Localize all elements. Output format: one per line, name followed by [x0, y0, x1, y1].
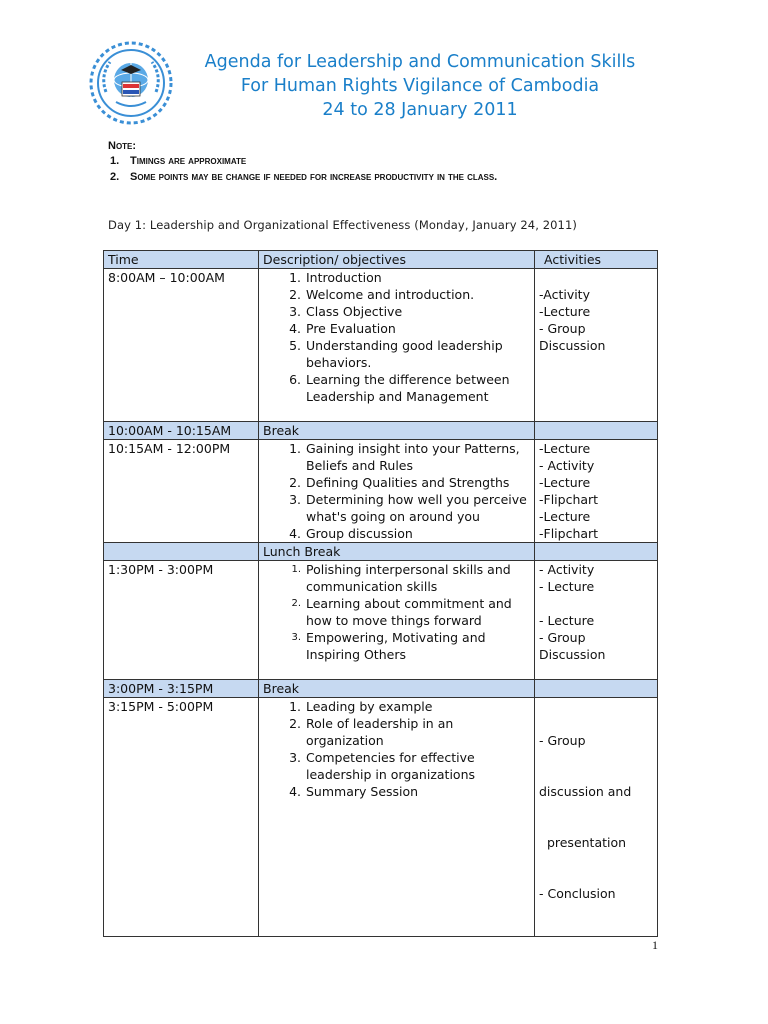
break-row	[104, 543, 658, 561]
empty-cell	[535, 680, 658, 698]
objective-item	[263, 269, 530, 286]
note-item	[108, 169, 497, 185]
note-item	[108, 153, 497, 169]
objective-number: 6.	[289, 372, 301, 387]
time-cell: 1:30PM - 3:00PM	[104, 561, 259, 680]
objective-item	[263, 474, 530, 491]
objective-item	[263, 595, 530, 629]
table-row	[104, 698, 658, 937]
time-cell: 8:00AM – 10:00AM	[104, 269, 259, 422]
objective-text: Group discussion	[306, 526, 413, 541]
objective-text: Learning about commitment and how to move things forward	[306, 596, 512, 628]
header-description: Description/ objectives	[259, 251, 535, 269]
objective-item	[263, 371, 530, 405]
activity-line: - Lecture	[539, 613, 595, 628]
objective-number: 2.	[289, 475, 301, 490]
objective-text: Role of leadership in an organization	[306, 716, 454, 748]
objectives-cell	[259, 440, 535, 543]
title-line-1: Agenda for Leadership and Communication Skills	[204, 52, 636, 72]
objective-item	[263, 561, 530, 595]
activity-line: -Activity	[539, 287, 590, 302]
objective-number: 2.	[289, 287, 301, 302]
objective-text: Class Objective	[306, 304, 403, 319]
objective-item	[263, 783, 530, 800]
break-label: Break	[259, 422, 535, 440]
objective-text: Determining how well you perceive what's going on around you	[306, 492, 527, 524]
objective-number: 3.	[291, 632, 301, 643]
objective-number: 1.	[289, 699, 301, 714]
table-row	[104, 561, 658, 680]
header-time: Time	[104, 251, 259, 269]
objective-number: 1.	[289, 441, 301, 456]
objective-text: Polishing interpersonal skills and communication skills	[306, 562, 511, 594]
empty-cell	[535, 543, 658, 561]
time-cell: 3:00PM - 3:15PM	[104, 680, 259, 698]
objective-item	[263, 491, 530, 525]
note-item-number: 2.	[110, 171, 120, 183]
activities-cell	[535, 440, 658, 543]
time-cell: 10:00AM - 10:15AM	[104, 422, 259, 440]
objective-text: Competencies for effective leadership in organizations	[306, 750, 476, 782]
objective-item	[263, 303, 530, 320]
agenda-table	[103, 250, 658, 937]
activity-line: - Group	[539, 321, 586, 336]
activity-line: -Flipchart	[539, 492, 599, 507]
objective-number: 4.	[289, 526, 301, 541]
page-number: 1	[652, 938, 658, 952]
objective-text: Understanding good leadership behaviors.	[306, 338, 503, 370]
activity-line: discussion and	[539, 784, 632, 799]
note-list	[108, 153, 497, 185]
activities-cell	[535, 698, 658, 937]
time-cell: 10:15AM - 12:00PM	[104, 440, 259, 543]
header-activities: Activities	[535, 251, 658, 269]
objective-item	[263, 525, 530, 542]
objectives-cell	[259, 698, 535, 937]
objective-text: Pre Evaluation	[306, 321, 396, 336]
objective-number: 3.	[289, 492, 301, 507]
activity-line: Discussion	[539, 647, 606, 662]
objective-text: Welcome and introduction.	[306, 287, 475, 302]
objectives-cell	[259, 269, 535, 422]
activity-line: -Lecture	[539, 441, 591, 456]
organization-seal-logo	[88, 40, 174, 126]
objective-number: 2.	[291, 598, 301, 609]
note-item-text: Timings are approximate	[130, 155, 247, 167]
activity-line	[539, 595, 653, 612]
time-cell: 3:15PM - 5:00PM	[104, 698, 259, 937]
objective-item	[263, 440, 530, 474]
objective-number: 3.	[289, 304, 301, 319]
objective-number: 4.	[289, 784, 301, 799]
objective-number: 5.	[289, 338, 301, 353]
note-section	[108, 140, 497, 185]
title-line-3: 24 to 28 January 2011	[322, 100, 518, 120]
activity-line: - Activity	[539, 458, 595, 473]
activity-line: - Activity	[539, 562, 595, 577]
objective-text: Defining Qualities and Strengths	[306, 475, 510, 490]
objectives-cell	[259, 561, 535, 680]
objective-item	[263, 629, 530, 663]
activity-line: -Lecture	[539, 509, 591, 524]
document-title	[175, 50, 665, 122]
empty-cell	[535, 422, 658, 440]
time-cell	[104, 543, 259, 561]
objective-number: 3.	[289, 750, 301, 765]
objectives-list	[263, 698, 530, 800]
title-line-2: For Human Rights Vigilance of Cambodia	[240, 76, 600, 96]
activity-line: - Lecture	[539, 579, 595, 594]
break-label: Lunch Break	[259, 543, 535, 561]
objective-item	[263, 715, 530, 749]
objective-number: 2.	[289, 716, 301, 731]
activity-line: -Lecture	[539, 304, 591, 319]
activities-cell	[535, 561, 658, 680]
objective-item	[263, 337, 530, 371]
activity-line: -Lecture	[539, 475, 591, 490]
note-heading: Note:	[108, 140, 137, 152]
break-label: Break	[259, 680, 535, 698]
objectives-list	[263, 269, 530, 405]
table-header-row	[104, 251, 658, 269]
activity-line: - Conclusion	[539, 886, 616, 901]
note-item-text: Some points may be change if needed for increase productivity in the class.	[130, 171, 498, 183]
objective-text: Summary Session	[306, 784, 419, 799]
objective-text: Introduction	[306, 270, 382, 285]
objective-item	[263, 698, 530, 715]
objective-item	[263, 320, 530, 337]
activities-cell	[535, 269, 658, 422]
objective-item	[263, 286, 530, 303]
objective-text: Leading by example	[306, 699, 433, 714]
objective-text: Gaining insight into your Patterns, Beliefs and Rules	[306, 441, 520, 473]
day-title: Day 1: Leadership and Organizational Effectiveness (Monday, January 24, 2011)	[108, 218, 577, 232]
activity-line: - Group	[539, 630, 586, 645]
objective-number: 4.	[289, 321, 301, 336]
objective-number: 1.	[291, 564, 301, 575]
objective-number: 1.	[289, 270, 301, 285]
break-row	[104, 680, 658, 698]
objective-item	[263, 749, 530, 783]
activity-line: Discussion	[539, 338, 606, 353]
objectives-list	[263, 440, 530, 542]
objectives-list	[263, 561, 530, 663]
activity-line	[539, 269, 653, 286]
objective-text: Learning the difference between Leadership and Management	[306, 372, 510, 404]
table-row	[104, 440, 658, 543]
activity-line: - Group	[539, 733, 586, 748]
objective-text: Empowering, Motivating and Inspiring Others	[306, 630, 486, 662]
activity-line: presentation	[539, 835, 627, 850]
break-row	[104, 422, 658, 440]
note-item-number: 1.	[110, 155, 120, 167]
activity-line: -Flipchart	[539, 526, 599, 541]
table-row	[104, 269, 658, 422]
